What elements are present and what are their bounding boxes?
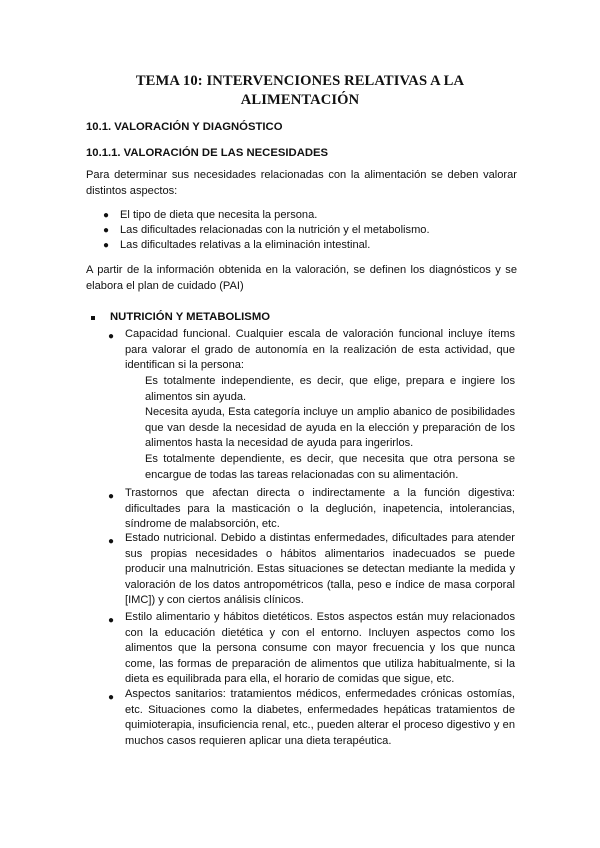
list-item-estilo-alimentario: Estilo alimentario y hábitos dietéticos. Estos aspectos están muy relacionados con la educación dietética y con el entorno. Incluyen aspectos como los alimentos que la persona consume con mayor frecuencia y los que nunca come, las formas de preparación de alimentos que utiliza habitualmente, si la dieta es equilibrada para ella, el horario de comidas que sigue, etc. xyxy=(125,611,515,686)
title-line-2: ALIMENTACIÓN xyxy=(240,92,360,108)
bullet-icon: ● xyxy=(108,692,115,703)
list-item-estado-nutricional: Estado nutricional. Debido a distintas enfermedades, dificultades para atender sus propias necesidades o hábitos alimentarios inadecuados se puede producir una malnutrición. Estas situaciones se detectan mediante la medida y valoración de los datos antropométricos (talla, peso e índice de masa corporal [IMC]) y con ciertos análisis clínicos. xyxy=(125,532,515,607)
sub-item-dependiente: Es totalmente dependiente, es decir, que necesita que otra persona se encargue de todas las tareas relacionadas con su alimentación. xyxy=(145,453,515,481)
bullet-icon: ● xyxy=(103,210,110,221)
title-line-1: TEMA 10: INTERVENCIONES RELATIVAS A LA xyxy=(135,73,465,89)
bullet-icon: ● xyxy=(103,240,110,251)
sub-item-independiente: Es totalmente independiente, es decir, que elige, prepara e ingiere los alimentos sin ayuda. xyxy=(145,375,515,403)
list-item-aspectos-sanitarios: Aspectos sanitarios: tratamientos médicos, enfermedades crónicas ostomías, etc. Situaciones como la diabetes, enfermedades hepáticas tratamientos de quimioterapia, insuficiencia renal, etc., pueden alterar el proceso digestivo y en muchos casos requieren aplicar una dieta terapéutica. xyxy=(125,688,515,747)
subsection-heading: 10.1.1. VALORACIÓN DE LAS NECESIDADES xyxy=(86,147,329,159)
sub-item-ayuda: Necesita ayuda, Esta categoría incluye un amplio abanico de posibilidades que van desde la necesidad de ayuda en la elección y preparación de los alimentos hasta la necesidad de ayuda para ingerirlos. xyxy=(145,406,515,450)
list-item-trastornos: Trastornos que afectan directa o indirectamente a la función digestiva: dificultades para la masticación o la deglución, inapetencia, intolerancias, síndrome de malabsorción, etc. xyxy=(125,487,515,531)
nutrition-heading: NUTRICIÓN Y METABOLISMO xyxy=(110,311,271,323)
after-paragraph: A partir de la información obtenida en la valoración, se definen los diagnósticos y se elabora el plan de cuidado (PAI) xyxy=(86,264,517,292)
bullet-icon: ● xyxy=(108,615,115,626)
list-item-capacidad: Capacidad funcional. Cualquier escala de valoración funcional incluye ítems para valorar el grado de autonomía en la realización de esta actividad, que identifican si la persona: xyxy=(125,328,515,372)
bullet-icon: ● xyxy=(103,225,110,236)
bullet-icon: ● xyxy=(108,331,115,342)
document-page: TEMA 10: INTERVENCIONES RELATIVAS A LA ALIMENTACIÓN 10.1. VALORACIÓN Y DIAGNÓSTICO 10.1.1. VALORACIÓN DE LAS NECESIDADES Para determinar sus necesidades relacionadas con la alimentación se deben valorar distintos aspectos: ● El tipo de dieta que necesita la persona. ● Las dificultades relacionadas con la nutrición y el metabolismo. ● Las dificultades relativas a la eliminación intestinal. A partir de la información obtenida en la valoración, se definen los diagnósticos y se elabora el plan de cuidado (PAI) NUTRICIÓN Y METABOLISMO ● Capacidad funcional. Cualquier escala de valoración funcional incluye ítems para valorar el grado de autonomía en la realización de esta actividad, que identifican si la persona: Es totalmente independiente, es decir, que elige, prepara e ingiere los alimentos sin ayuda. Necesita ayuda, Esta categoría incluye un amplio abanico de posibilidades que van desde la necesidad de ayuda en la elección y preparación de los alimentos hasta la necesidad de ayuda para ingerirlos. Es totalmente dependiente, es decir, que necesita que otra persona se encargue de todas las tareas relacionadas con su alimentación. ● Trastornos que afectan directa o indirectamente a la función digestiva: dificultades para la masticación o la deglución, inapetencia, intolerancias, síndrome de malabsorción, etc. ● Estado nutricional. Debido a distintas enfermedades, dificultades para atender sus propias necesidades o hábitos alimentarios inadecuados se puede producir una malnutrición. Estas situaciones se detectan mediante la medida y valoración de los datos antropométricos (talla, peso e índice de masa corporal [IMC]) y con ciertos análisis clínicos. ● Estilo alimentario y hábitos dietéticos. Estos aspectos están muy relacionados con la educación dietética y con el entorno. Incluyen aspectos como los alimentos que la persona consume con mayor frecuencia y los que nunca come, las formas de preparación de alimentos que utiliza habitualmente, si la dieta es equilibrada para ella, el horario de comidas que sigue, etc. ● Aspectos sanitarios: tratamientos médicos, enfermedades crónicas ostomías, etc. Situaciones como la diabetes, enfermedades hepáticas tratamientos de quimioterapia, insuficiencia renal, etc., pueden alterar el proceso digestivo y en muchos casos requieren aplicar una dieta terapéutica. xyxy=(0,0,600,848)
section-heading: 10.1. VALORACIÓN Y DIAGNÓSTICO xyxy=(86,121,283,133)
page-title xyxy=(90,72,510,110)
bullet-icon: ● xyxy=(108,491,115,502)
intro-paragraph: Para determinar sus necesidades relacionadas con la alimentación se deben valorar distintos aspectos: xyxy=(86,169,517,197)
square-bullet-icon xyxy=(91,316,95,320)
bullet-icon: ● xyxy=(108,536,115,547)
